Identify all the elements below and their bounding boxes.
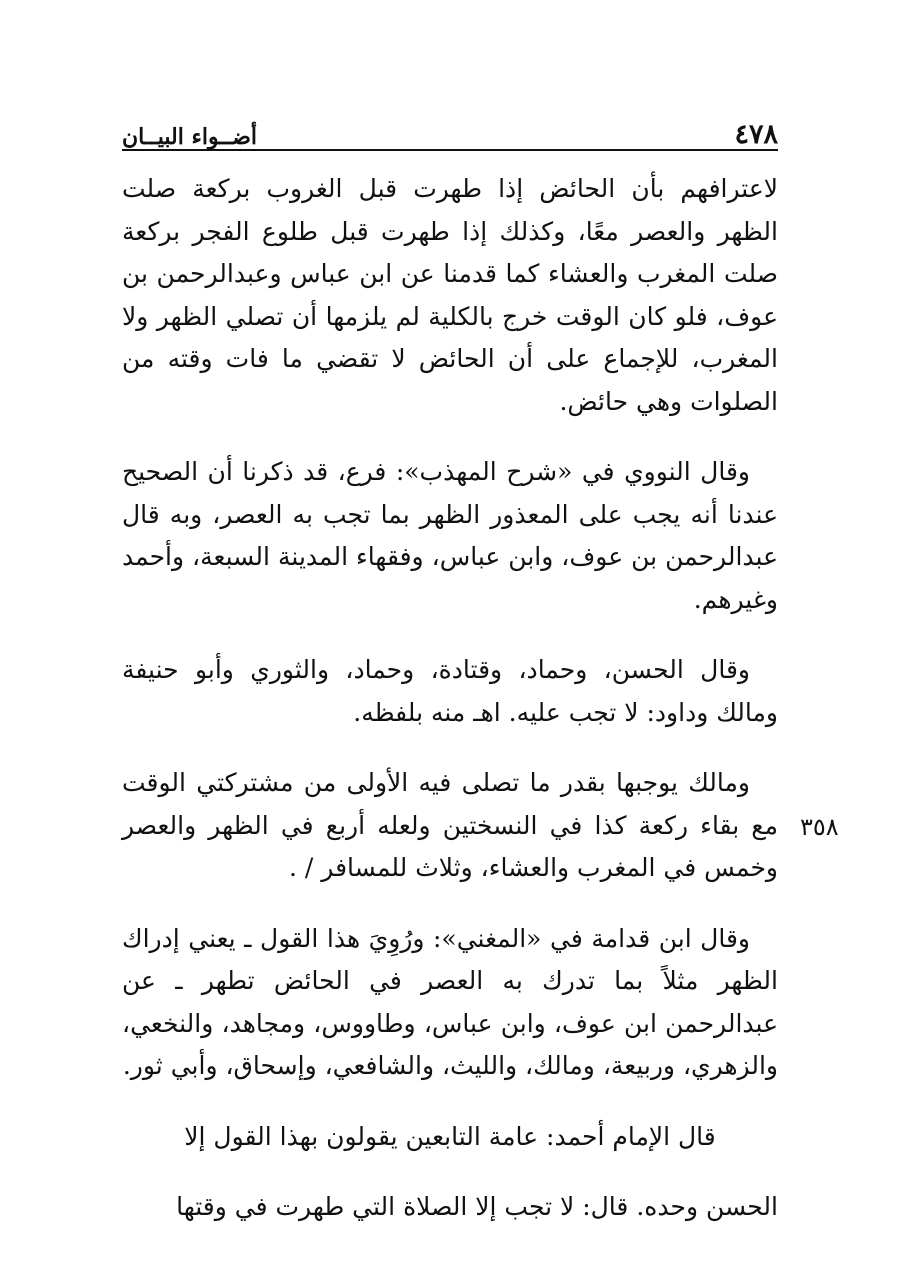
running-title: أضــواء البيــان — [122, 124, 258, 150]
body-text — [122, 168, 778, 1257]
margin-page-number: ٣٥٨ — [800, 813, 839, 841]
header-rule — [122, 149, 778, 151]
page-number: ٤٧٨ — [734, 119, 778, 150]
paragraph-7: الحسن وحده. قال: لا تجب إلا الصلاة التي طهرت في وقتها — [176, 1192, 778, 1221]
paragraph-4: ومالك يوجبها بقدر ما تصلى فيه الأولى من مشتركتي الوقت مع بقاء ركعة كذا في النسختين ولعله أربع في الظهر والعصر وخمس في المغرب والعشاء، وثلاث للمسافر / . — [122, 768, 778, 882]
paragraph-6: قال الإمام أحمد: عامة التابعين يقولون بهذا القول إلا — [184, 1121, 716, 1151]
paragraph-5: وقال ابن قدامة في «المغني»: ورُوِيَ هذا القول ـ يعني إدراك الظهر مثلاً بما تدرك به العصر في الحائض تطهر ـ عن عبدالرحمن ابن عوف، وابن عباس، وطاووس، ومجاهد، والنخعي، والزهري، وربيعة، ومالك، والليث، والشافعي، وإسحاق، وأبي ثور. — [122, 923, 778, 1080]
paragraph-1: لاعترافهم بأن الحائض إذا طهرت قبل الغروب بركعة صلت الظهر والعصر معًا، وكذلك إذا طهرت قبل طلوع الفجر بركعة صلت المغرب والعشاء كما قدمنا عن ابن عباس وعبدالرحمن بن عوف، فلو كان الوقت خرج بالكلية لم يلزمها أن تصلي الظهر ولا المغرب، للإجماع على أن الحائض لا تقضي ما فات وقته من الصلوات وهي حائض. — [122, 174, 778, 416]
paragraph-3: وقال الحسن، وحماد، وقتادة، وحماد، والثوري وأبو حنيفة ومالك وداود: لا تجب عليه. اهـ منه بلفظه. — [122, 655, 778, 727]
page-header — [122, 108, 778, 148]
paragraph-2: وقال النووي في «شرح المهذب»: فرع، قد ذكرنا أن الصحيح عندنا أنه يجب على المعذور الظهر بما تجب به العصر، وبه قال عبدالرحمن بن عوف، وابن عباس، وفقهاء المدينة السبعة، وأحمد وغيرهم. — [122, 457, 778, 614]
